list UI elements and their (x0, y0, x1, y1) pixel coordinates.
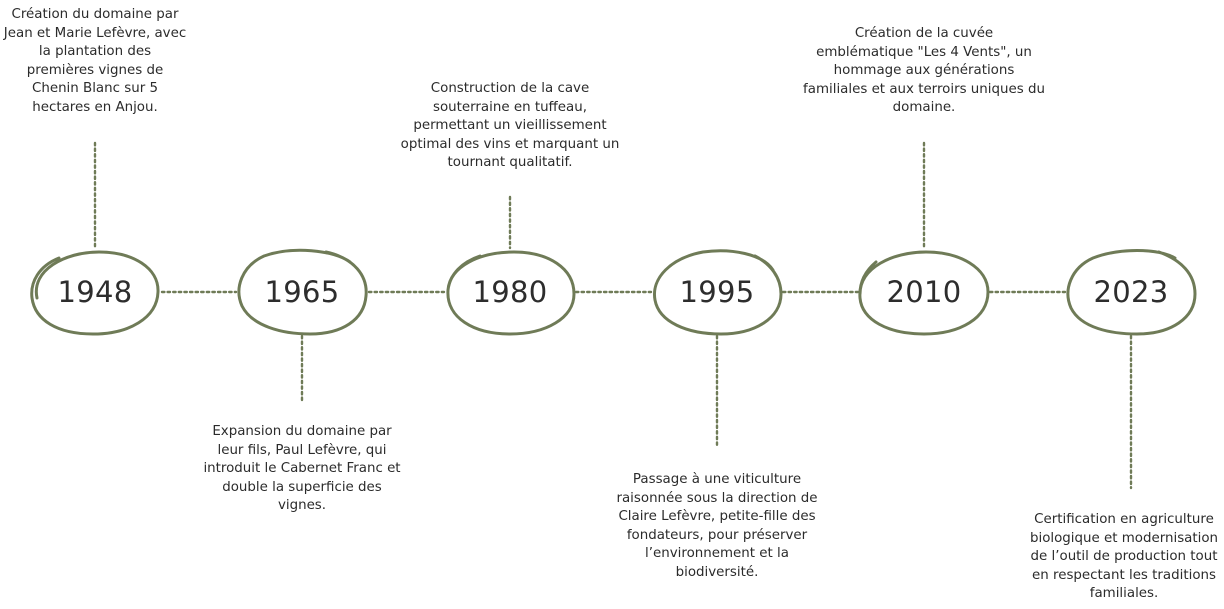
year-label-2010: 2010 (886, 275, 962, 309)
event-description-2023: Certification en agriculture biologique et modernisation de l’outil de production tout en respectant les traditions familiales. (1029, 512, 1219, 601)
event-description-2010: Création de la cuvée emblématique "Les 4 Vents", un hommage aux générations familiales et aux terroirs uniques du domaine. (803, 26, 1045, 115)
year-label-1948: 1948 (57, 275, 133, 309)
event-description-1965: Expansion du domaine par leur fils, Paul Lefèvre, qui introduit le Cabernet Franc et double la superficie des vignes. (203, 424, 401, 513)
event-description-1995: Passage à une viticulture raisonnée sous la direction de Claire Lefèvre, petite-fille des fondateurs, pour préserver l’environnement et la biodiversité. (616, 472, 818, 580)
year-label-2023: 2023 (1093, 275, 1169, 309)
year-label-1980: 1980 (472, 275, 548, 309)
year-label-1995: 1995 (679, 275, 755, 309)
event-description-1980: Construction de la cave souterraine en tuffeau, permettant un vieillissement optimal des vins et marquant un tournant qualitatif. (400, 81, 620, 170)
event-description-1948: Création du domaine par Jean et Marie Lefèvre, avec la plantation des premières vignes de Chenin Blanc sur 5 hectares en Anjou. (3, 7, 187, 115)
year-label-1965: 1965 (264, 275, 340, 309)
